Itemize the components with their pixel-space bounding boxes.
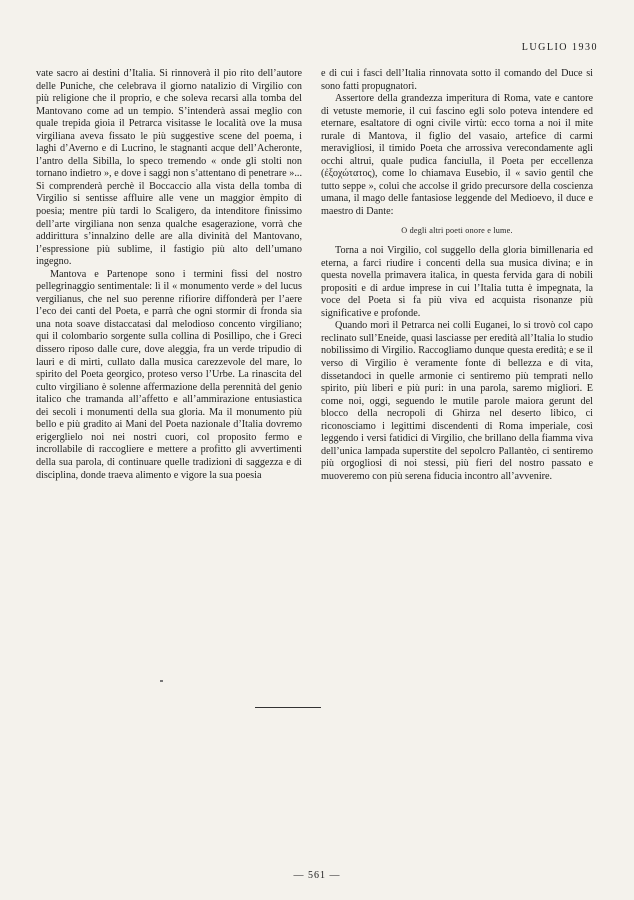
left-column [36,68,302,482]
right-paragraph-1: e di cui i fasci dell’Italia rinnovata sotto il comando del Duce si sono fatti propugnatori. [321,68,593,92]
running-head: LUGLIO 1930 [521,42,598,53]
left-paragraph-1: vate sacro ai destini d’Italia. Si rinnoverà il pio rito dell’autore delle Puniche, che celebrava il giorno natalizio di Virgilio con più religione che il proprio, e che soleva recarsi alla tomba del Mantovano come ad un tempio. S’intenderà assai meglio con quale trepida gioia il Petrarca visitasse le località ove la musa virgiliana aveva fissato le più suggestive scene del poema, i laghi d’Averno e di Lucrino, le stagnanti acque dell’Acheronte, l’antro della Sibilla, lo speco tremendo « onde gli stolti non tornano indietro », e dove i saggi non s’attentano di penetrare »... Si comprenderà perchè il Boccaccio alla vista della tomba di Virgilio si sentisse affluire alle vene un maggior èmpito di poesia; mentre più tardi lo Scaligero, da intenditore finissimo dell’arte virgiliana non senza qualche esagerazione, vorrà che addirittura s’innalzino delle are alla divinità del Mantovano, l’espressione più sublime, il fastigio più alto dell’umano ingegno. [36,68,302,268]
right-paragraph-3: Torna a noi Virgilio, col suggello della gloria bimillenaria ed eterna, a farci riudire i concenti della sua musica divina; e in questa novella primavera italica, in questa fervida gara di nobili propositi e di ardue imprese in cui l’Italia tutta è impegnata, la voce del Poeta si fa più viva ed acquista risonanze più significative e profonde. [321,245,593,319]
page-number: — 561 — [293,870,341,881]
right-paragraph-4: Quando morì il Petrarca nei colli Euganei, lo si trovò col capo reclinato sull’Eneide, quasi lasciasse per eredità all’Italia lo studio nobilissimo di Virgilio. Raccogliamo dunque questa eredità; e se il verso di Virgilio è veramente fonte di bellezza e di vita, dissetandoci in quelle armonie ci sentiremo più temprati nello spirito, più liberi e più puri: in una parola, saremo migliori. E come noi, oggi, seguendo le mutile parole maiora gerunt del blocco della necropoli di Ghirza nel deserto libico, ci riconosciamo i legittimi discendenti di Roma imperiale, così leggendo i versi fatidici di Virgilio, che brillano della fiamma viva dell’unica lampada superstite del sepolcro Pallantèo, ci sentiremo più orgogliosi di noi stessi, più fieri del nostro passato e muoveremo con più serena fiducia incontro all’avvenire. [321,320,593,482]
section-divider [255,707,321,708]
right-column [321,68,593,484]
left-paragraph-2: Mantova e Partenope sono i termini fissi del nostro pellegrinaggio sentimentale: lì il « monumento verde » del lucus vergilianus, che nel suo perenne rifiorire diffonderà per l’aere l’eco dei canti del Poeta, e parrà che ogni stormir di fronda sia una nota soave distaccatasi dal melodioso concento virgiliano; qui il colombario sorgente sulla collina di Posillipo, che i Greci dissero riposo dalle cure, dove aleggia, fra un verde tripudio di lauri e di mirti, cullato dalla musica carezzevole del mare, lo spirito del Poeta georgico, proteso verso l’Urbe. La rinascita del culto virgiliano è solenne affermazione della perennità del genio italico che tramanda all’affetto e all’ammirazione entusiastica dei secoli i monumenti della sua gloria. Ma il monumento più bello e più gradito ai Mani del Poeta nazionale d’Italia dovremo erigerglielo noi nei nostri cuori, col proposito fermo e incrollabile di raccogliere e mettere a profitto gli avvertimenti della sua parola, di continuare quelle tradizioni di saggezza e di disciplina, donde traeva alimento e vigore la sua poesia [36,268,302,481]
print-speck [160,680,163,682]
dante-quote: O degli altri poeti onore e lume. [401,225,513,235]
right-paragraph-2: Assertore della grandezza imperitura di Roma, vate e cantore di vetuste memorie, il cui fascino egli solo poteva intendere ed eternare, esaltatore di ogni civile virtù: ecco torna a noi il mite rurale di Mantova, il figlio del vasaio, artefice di carmi meravigliosi, il timido Poeta che arrossiva verecondamente agli occhi altrui, quale pudica fanciulla, il Poeta per eccellenza (ἐξοχώτατος), come lo chiamava Eusebio, il « savio gentil che tutto seppe », colui che accolse il grido precursore della coscienza umana, il mago delle fantasiose leggende del Medioevo, il duce e maestro di Dante: [321,93,593,218]
